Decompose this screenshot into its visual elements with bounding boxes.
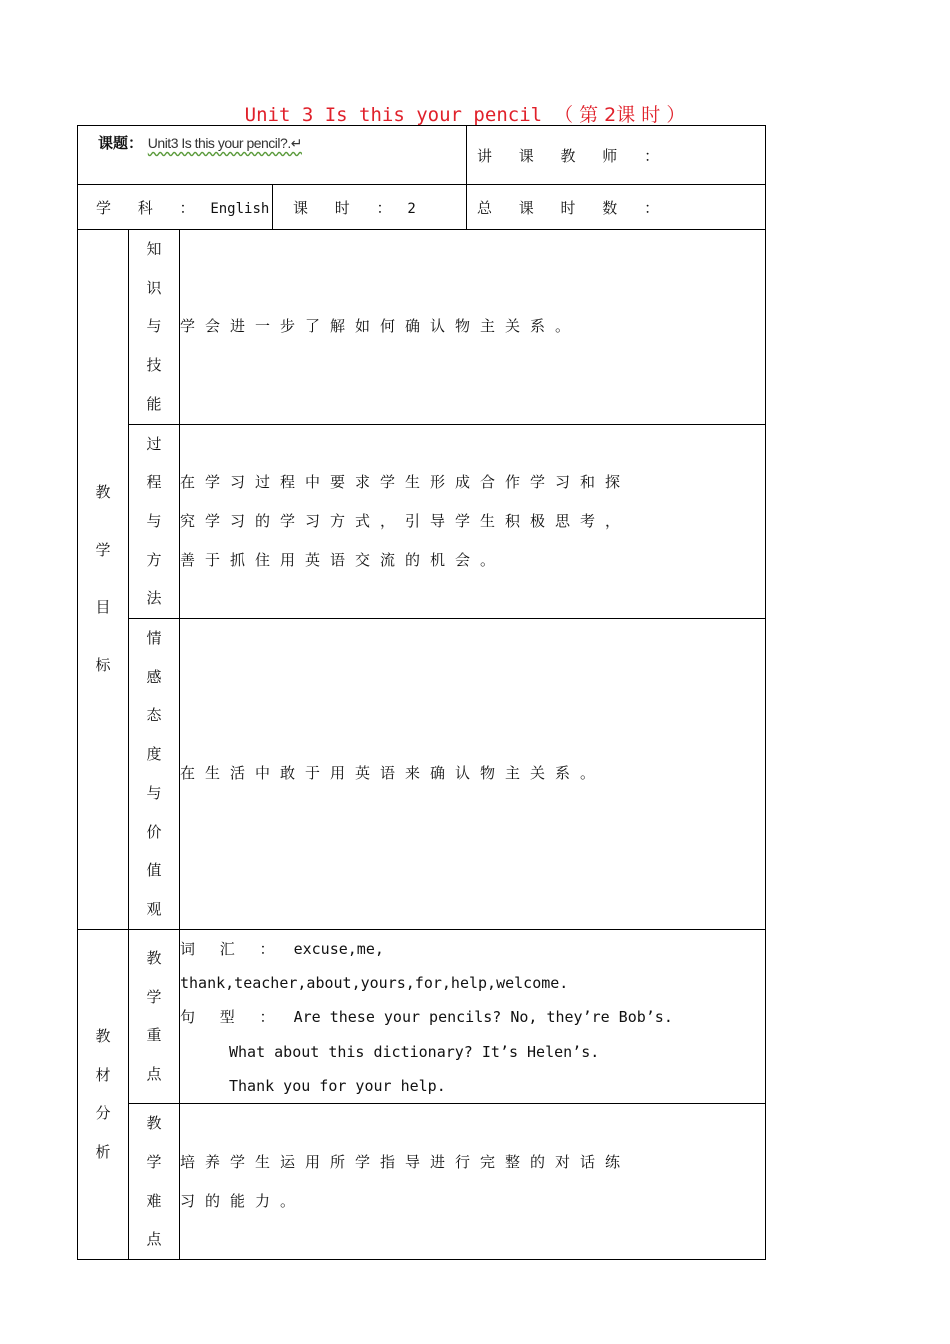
knowledge-label: 知 识 与 技 能 (129, 230, 180, 425)
content-line: 究学习的学习方式，引导学生积极思考， (180, 511, 631, 530)
sentence-line: Thank you for your help. (229, 1076, 446, 1095)
difficulty-label: 教 学 难 点 (129, 1104, 180, 1260)
knowledge-content (180, 230, 766, 425)
lesson-plan-table (77, 125, 766, 1260)
analysis-row-key (78, 929, 766, 1103)
topic-row (78, 126, 766, 185)
vocab-label: 词 汇 ： (180, 939, 285, 958)
teacher-label: 讲 课 教 师 ： (477, 146, 671, 165)
content-line: 善于抓住用英语交流的机会。 (180, 550, 506, 569)
key-points-label: 教 学 重 点 (129, 929, 180, 1103)
difficulty-content (180, 1104, 766, 1260)
sentence-label: 句 型 ： (180, 1008, 285, 1027)
goal-row-process (78, 424, 766, 619)
topic-cell (78, 126, 467, 185)
subject-label: 学 科 ： (96, 198, 206, 217)
title-english: Unit 3 Is this your pencil (244, 104, 543, 126)
analysis-section-label: 教 材 分 析 (78, 929, 129, 1259)
total-cell (467, 185, 766, 230)
emotion-content (180, 619, 766, 930)
period-cell (273, 185, 467, 230)
sentence-value: Are these your pencils? No, they’re Bob’s. (293, 1008, 673, 1027)
process-label: 过 程 与 方 法 (129, 424, 180, 619)
content-line: 习的能力。 (180, 1191, 306, 1210)
goal-row-emotion (78, 619, 766, 930)
content-line: 在生活中敢于用英语来确认物主关系。 (180, 764, 606, 783)
emotion-label: 情 感 态 度 与 价 值 观 (129, 619, 180, 930)
analysis-row-difficulty (78, 1104, 766, 1260)
subject-row (78, 185, 766, 230)
topic-label: 课题： (98, 134, 144, 152)
subject-cell (78, 185, 273, 230)
sentence-line (180, 1000, 765, 1034)
content-line: 在学习过程中要求学生形成合作学习和探 (180, 473, 631, 492)
subject-value: English (210, 200, 270, 217)
goals-section-label: 教 学 目 标 (78, 230, 129, 930)
teacher-cell (467, 126, 766, 185)
sentence-line: What about this dictionary? It’s Helen’s. (229, 1042, 600, 1061)
content-line: 培养学生运用所学指导进行完整的对话练 (180, 1152, 631, 1171)
period-value: 2 (407, 200, 416, 217)
key-points-content (180, 929, 766, 1103)
process-content (180, 424, 766, 619)
goal-row-knowledge (78, 230, 766, 425)
total-label: 总 课 时 数 ： (477, 198, 671, 217)
content-line: 学会进一步了解如何确认物主关系。 (180, 317, 581, 336)
vocab-line (180, 932, 765, 1001)
document-title (0, 100, 930, 127)
title-period: （ 第 2课 时 ） (554, 104, 686, 126)
period-label: 课 时 ： (293, 198, 403, 217)
topic-value: Unit3 Is this your pencil?.↵ (147, 135, 302, 151)
vocab-value: excuse,me, thank,teacher,about,yours,for,help,welcome. (180, 939, 569, 992)
